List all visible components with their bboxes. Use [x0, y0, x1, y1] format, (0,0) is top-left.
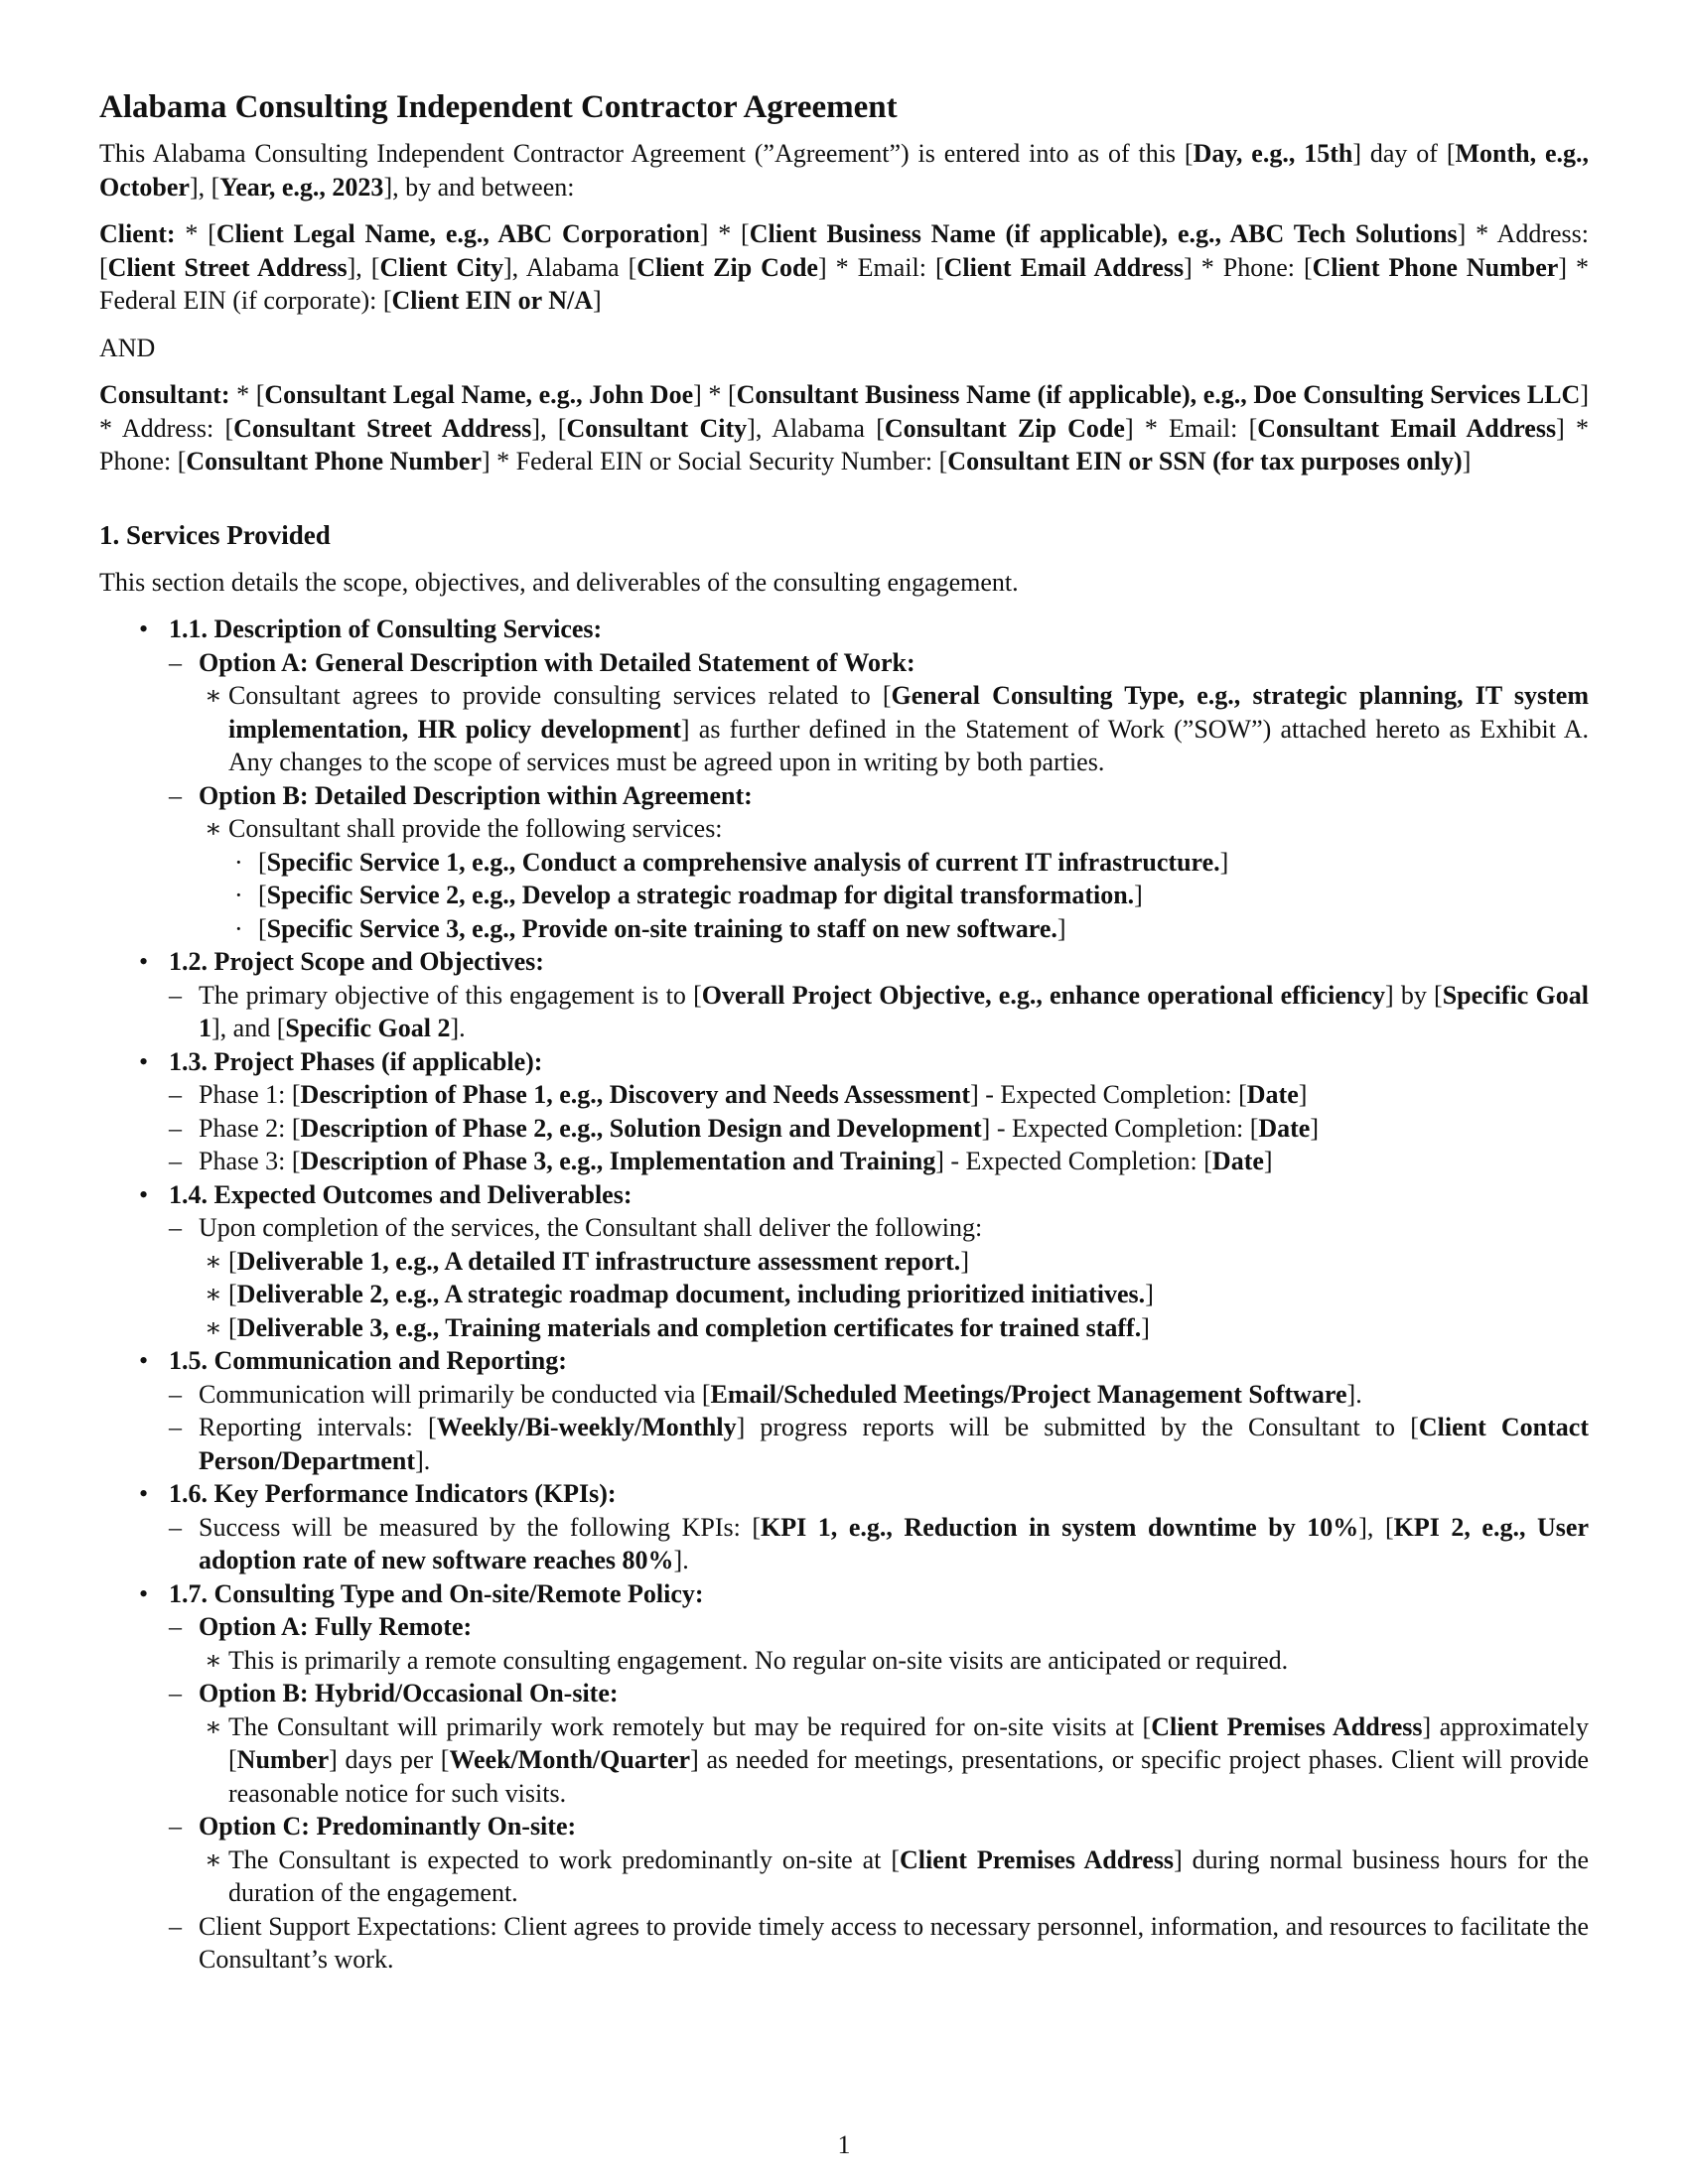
subsection-heading: 1.1. Description of Consulting Services:: [169, 614, 603, 643]
list-item: · [Specific Service 1, e.g., Conduct a comprehensive analysis of current IT infrastructure.]: [228, 846, 1589, 880]
list-item: [169, 1145, 1589, 1178]
intro-text: This Alabama Consulting Independent Contractor Agreement (”Agreement”) is entered into as of this [: [99, 139, 1194, 168]
list-item: ∗ [Deliverable 1, e.g., A detailed IT infrastructure assessment report.]: [199, 1245, 1589, 1279]
list-item: ∗ This is primarily a remote consulting engagement. No regular on-site visits are anticipated or required.: [199, 1644, 1589, 1678]
consultant-label: Consultant:: [99, 380, 230, 409]
option-heading: Option B: Hybrid/Occasional On-site:: [199, 1679, 619, 1707]
list-item: [169, 1610, 1589, 1677]
consultant-text: ] * Address: [: [99, 380, 1589, 443]
sublist: [199, 812, 1589, 945]
list-item: ∗ [Deliverable 2, e.g., A strategic roadmap document, including prioritized initiatives.]: [199, 1278, 1589, 1311]
client-label: Client:: [99, 219, 176, 248]
page-number: 1: [837, 2130, 851, 2159]
list-item: [169, 1810, 1589, 1910]
subsection-heading: 1.2. Project Scope and Objectives:: [169, 947, 544, 976]
phases-list: [169, 1078, 1589, 1178]
month-placeholder: Month, e.g., October: [99, 139, 1590, 202]
body-text: ] by [: [1384, 980, 1443, 1010]
consultant-ein: Consultant EIN or SSN (for tax purposes only): [947, 447, 1463, 476]
sublist: [169, 1511, 1589, 1577]
sublist: [199, 1644, 1589, 1678]
date-placeholder: Date: [1246, 1080, 1299, 1109]
intro-paragraph: [99, 137, 1589, 204]
consultant-business-name: Consultant Business Name (if applicable), e.g., Doe Consulting Services LLC: [736, 380, 1581, 409]
body-text: The Consultant is expected to work predominantly on-site at [: [228, 1844, 900, 1874]
address-placeholder: Client Premises Address: [1151, 1711, 1423, 1741]
sublist: [169, 646, 1589, 946]
deliverables-list: [199, 1245, 1589, 1345]
body-text: Reporting intervals: [: [199, 1413, 437, 1441]
list-item: ∗ [Deliverable 3, e.g., Training materials and completion certificates for trained staff.]: [199, 1311, 1589, 1345]
body-text: ] during normal business hours for the duration of the engagement.: [228, 1844, 1590, 1907]
intro-text: ], [: [189, 172, 220, 202]
service-placeholder: Specific Service 2, e.g., Develop a strategic roadmap for digital transformation.: [266, 881, 1135, 909]
list-item: [99, 613, 1589, 945]
client-text: ], [: [347, 252, 380, 282]
address-placeholder: Client Premises Address: [899, 1844, 1175, 1874]
objective-placeholder: Overall Project Objective, e.g., enhance operational efficiency: [701, 980, 1385, 1010]
list-item: [169, 1378, 1589, 1412]
client-text: ] * Phone: [: [1184, 252, 1313, 282]
body-text: ] - Expected Completion: [: [970, 1080, 1247, 1109]
phase-placeholder: Description of Phase 3, e.g., Implementation and Training: [300, 1147, 936, 1175]
body-text: Phase 3: [: [199, 1147, 301, 1175]
option-heading: Option C: Predominantly On-site:: [199, 1812, 577, 1841]
consultant-text: ], Alabama [: [747, 413, 885, 443]
list-item: [169, 646, 1589, 779]
section-intro: This section details the scope, objectives, and deliverables of the consulting engagement.: [99, 567, 1019, 597]
consultant-block: [99, 378, 1589, 478]
client-text: * [: [175, 219, 216, 248]
goal-placeholder: Specific Goal 2: [285, 1014, 451, 1042]
sublist: [199, 1843, 1589, 1910]
client-text: ] * Email: [: [817, 252, 944, 282]
client-text: ]: [593, 286, 602, 315]
list-item: [169, 1078, 1589, 1112]
list-item: [199, 1843, 1589, 1910]
client-street: Client Street Address: [107, 252, 348, 282]
subsection-heading: 1.4. Expected Outcomes and Deliverables:: [169, 1179, 633, 1209]
list-item: [169, 1511, 1589, 1577]
deliverable-placeholder: Deliverable 3, e.g., Training materials and completion certificates for trained staff.: [236, 1312, 1142, 1342]
consultant-text: ], [: [531, 413, 567, 443]
body-text: Success will be measured by the following KPIs: [: [199, 1512, 762, 1542]
consultant-phone: Consultant Phone Number: [186, 447, 482, 476]
services-list: [228, 846, 1589, 946]
document-title: Alabama Consulting Independent Contractor Agreement: [99, 89, 898, 125]
body-text: The primary objective of this engagement is to [: [199, 980, 702, 1010]
section-list: [99, 613, 1589, 1977]
body-text: ] approximately [: [228, 1711, 1589, 1774]
spacer: [99, 492, 1589, 518]
list-item: [199, 812, 1589, 945]
client-text: ] * [: [699, 219, 750, 248]
period-placeholder: Week/Month/Quarter: [449, 1745, 691, 1774]
and-separator: AND: [99, 333, 156, 362]
consultant-street: Consultant Street Address: [233, 413, 532, 443]
body-text: Consultant shall provide the following services:: [228, 814, 723, 843]
list-item: [169, 1677, 1589, 1810]
intervals-placeholder: Weekly/Bi-weekly/Monthly: [436, 1413, 737, 1441]
client-email: Client Email Address: [943, 252, 1185, 282]
consultant-text: ] * Email: [: [1124, 413, 1258, 443]
body-text: Consultant agrees to provide consulting services related to [: [228, 681, 892, 710]
consultant-text: ] * Phone: [: [99, 413, 1589, 476]
consulting-type-placeholder: General Consulting Type, e.g., strategic planning, IT system implementation, HR policy development: [228, 681, 1590, 744]
consultant-text: ] * Federal EIN or Social Security Number: [: [481, 447, 948, 476]
goal-placeholder: Specific Goal 1: [199, 980, 1589, 1042]
list-item: [99, 1344, 1589, 1477]
client-business-name: Client Business Name (if applicable), e.g., ABC Tech Solutions: [749, 219, 1458, 248]
subsection-heading: 1.5. Communication and Reporting:: [169, 1346, 567, 1375]
list-item: [199, 679, 1589, 779]
consultant-zip: Consultant Zip Code: [884, 413, 1125, 443]
list-item: [99, 1178, 1589, 1345]
contact-placeholder: Client Contact Person/Department: [199, 1413, 1589, 1475]
sublist: [169, 979, 1589, 1045]
list-item: [169, 979, 1589, 1045]
list-item: · [Specific Service 3, e.g., Provide on-site training to staff on new software.]: [228, 912, 1589, 946]
service-placeholder: Specific Service 1, e.g., Conduct a comprehensive analysis of current IT infrastructure.: [266, 847, 1220, 877]
body-text: ] progress reports will be submitted by the Consultant to [: [736, 1413, 1419, 1441]
body-text: ]: [1263, 1147, 1273, 1175]
body-text: ] days per [: [329, 1745, 450, 1774]
deliverable-placeholder: Deliverable 1, e.g., A detailed IT infrastructure assessment report.: [236, 1246, 961, 1276]
subsection-heading: 1.6. Key Performance Indicators (KPIs):: [169, 1479, 617, 1508]
client-ein: Client EIN or N/A: [391, 286, 593, 315]
number-placeholder: Number: [236, 1745, 330, 1774]
sublist: [169, 1378, 1589, 1478]
consultant-email: Consultant Email Address: [1257, 413, 1557, 443]
section-heading: 1. Services Provided: [99, 519, 331, 550]
body-text: The Consultant will primarily work remotely but may be required for on-site visits at [: [228, 1711, 1152, 1741]
sublist: [199, 679, 1589, 779]
body-text: ], [: [1358, 1512, 1394, 1542]
client-text: ], Alabama [: [503, 252, 637, 282]
client-text: ] * Address: [: [99, 219, 1589, 282]
body-text: ]: [1310, 1113, 1320, 1143]
list-item: [169, 1211, 1589, 1344]
year-placeholder: Year, e.g., 2023: [219, 172, 384, 202]
body-text: ] as needed for meetings, presentations, or specific project phases. Client will provide reasonable notice for such visits.: [228, 1745, 1589, 1808]
consultant-text: ]: [1462, 447, 1472, 476]
body-text: Communication will primarily be conducted via [: [199, 1379, 711, 1409]
body-text: ].: [673, 1546, 689, 1574]
day-placeholder: Day, e.g., 15th: [1193, 139, 1353, 168]
consultant-text: ] * [: [693, 380, 737, 409]
client-text: ] * Federal EIN (if corporate): [: [99, 252, 1589, 315]
body-text: ] - Expected Completion: [: [935, 1147, 1212, 1175]
client-phone: Client Phone Number: [1312, 252, 1559, 282]
body-text: ].: [415, 1445, 431, 1475]
deliverable-placeholder: Deliverable 2, e.g., A strategic roadmap document, including prioritized initiatives.: [236, 1280, 1146, 1308]
consultant-legal-name: Consultant Legal Name, e.g., John Doe: [264, 380, 694, 409]
body-text: ].: [1346, 1379, 1362, 1409]
option-heading: Option A: Fully Remote:: [199, 1612, 473, 1641]
list-item: – Client Support Expectations: Client agrees to provide timely access to necessary personnel, information, and resources to facilitate the Consultant’s work.: [169, 1910, 1589, 1977]
sublist: [199, 1710, 1589, 1811]
list-item: [169, 779, 1589, 946]
consultant-text: * [: [229, 380, 265, 409]
date-placeholder: Date: [1211, 1147, 1264, 1175]
list-item: [199, 1710, 1589, 1811]
list-item: [169, 1112, 1589, 1146]
body-text: ], and [: [211, 1014, 286, 1042]
intro-text: ] day of [: [1352, 139, 1456, 168]
phase-placeholder: Description of Phase 2, e.g., Solution Design and Development: [300, 1113, 982, 1143]
option-heading: Option B: Detailed Description within Agreement:: [199, 780, 753, 810]
list-item: [169, 1411, 1589, 1477]
list-item: [99, 1577, 1589, 1977]
client-zip: Client Zip Code: [636, 252, 818, 282]
client-block: [99, 217, 1589, 318]
body-text: ] as further defined in the Statement of Work (”SOW”) attached hereto as Exhibit A. Any changes to the scope of services must be agreed upon in writing by both parties.: [228, 714, 1589, 776]
subsection-heading: 1.3. Project Phases (if applicable):: [169, 1046, 543, 1076]
service-placeholder: Specific Service 3, e.g., Provide on-site training to staff on new software.: [266, 913, 1057, 943]
body-text: ]: [1298, 1080, 1308, 1109]
body-text: Phase 2: [: [199, 1113, 301, 1143]
document-page: [99, 87, 1589, 1977]
sublist: [169, 1610, 1589, 1977]
body-text: ].: [450, 1014, 466, 1042]
option-heading: Option A: General Description with Detailed Statement of Work:: [199, 647, 915, 677]
list-item: [99, 945, 1589, 1045]
sublist: [169, 1211, 1589, 1344]
list-item: [99, 1477, 1589, 1577]
body-text: Phase 1: [: [199, 1080, 301, 1109]
kpi-placeholder: KPI 2, e.g., User adoption rate of new software reaches 80%: [199, 1512, 1589, 1574]
client-city: Client City: [379, 252, 503, 282]
intro-text: ], by and between:: [383, 172, 575, 202]
kpi-placeholder: KPI 1, e.g., Reduction in system downtime by 10%: [761, 1512, 1359, 1542]
date-placeholder: Date: [1258, 1113, 1311, 1143]
body-text: Upon completion of the services, the Consultant shall deliver the following:: [199, 1213, 983, 1242]
body-text: ] - Expected Completion: [: [981, 1113, 1259, 1143]
client-legal-name: Client Legal Name, e.g., ABC Corporation: [215, 219, 700, 248]
list-item: [99, 1045, 1589, 1178]
list-item: · [Specific Service 2, e.g., Develop a strategic roadmap for digital transformation.]: [228, 879, 1589, 912]
subsection-heading: 1.7. Consulting Type and On-site/Remote Policy:: [169, 1578, 704, 1608]
phase-placeholder: Description of Phase 1, e.g., Discovery and Needs Assessment: [300, 1080, 971, 1109]
channels-placeholder: Email/Scheduled Meetings/Project Management Software: [710, 1379, 1347, 1409]
consultant-city: Consultant City: [566, 413, 748, 443]
